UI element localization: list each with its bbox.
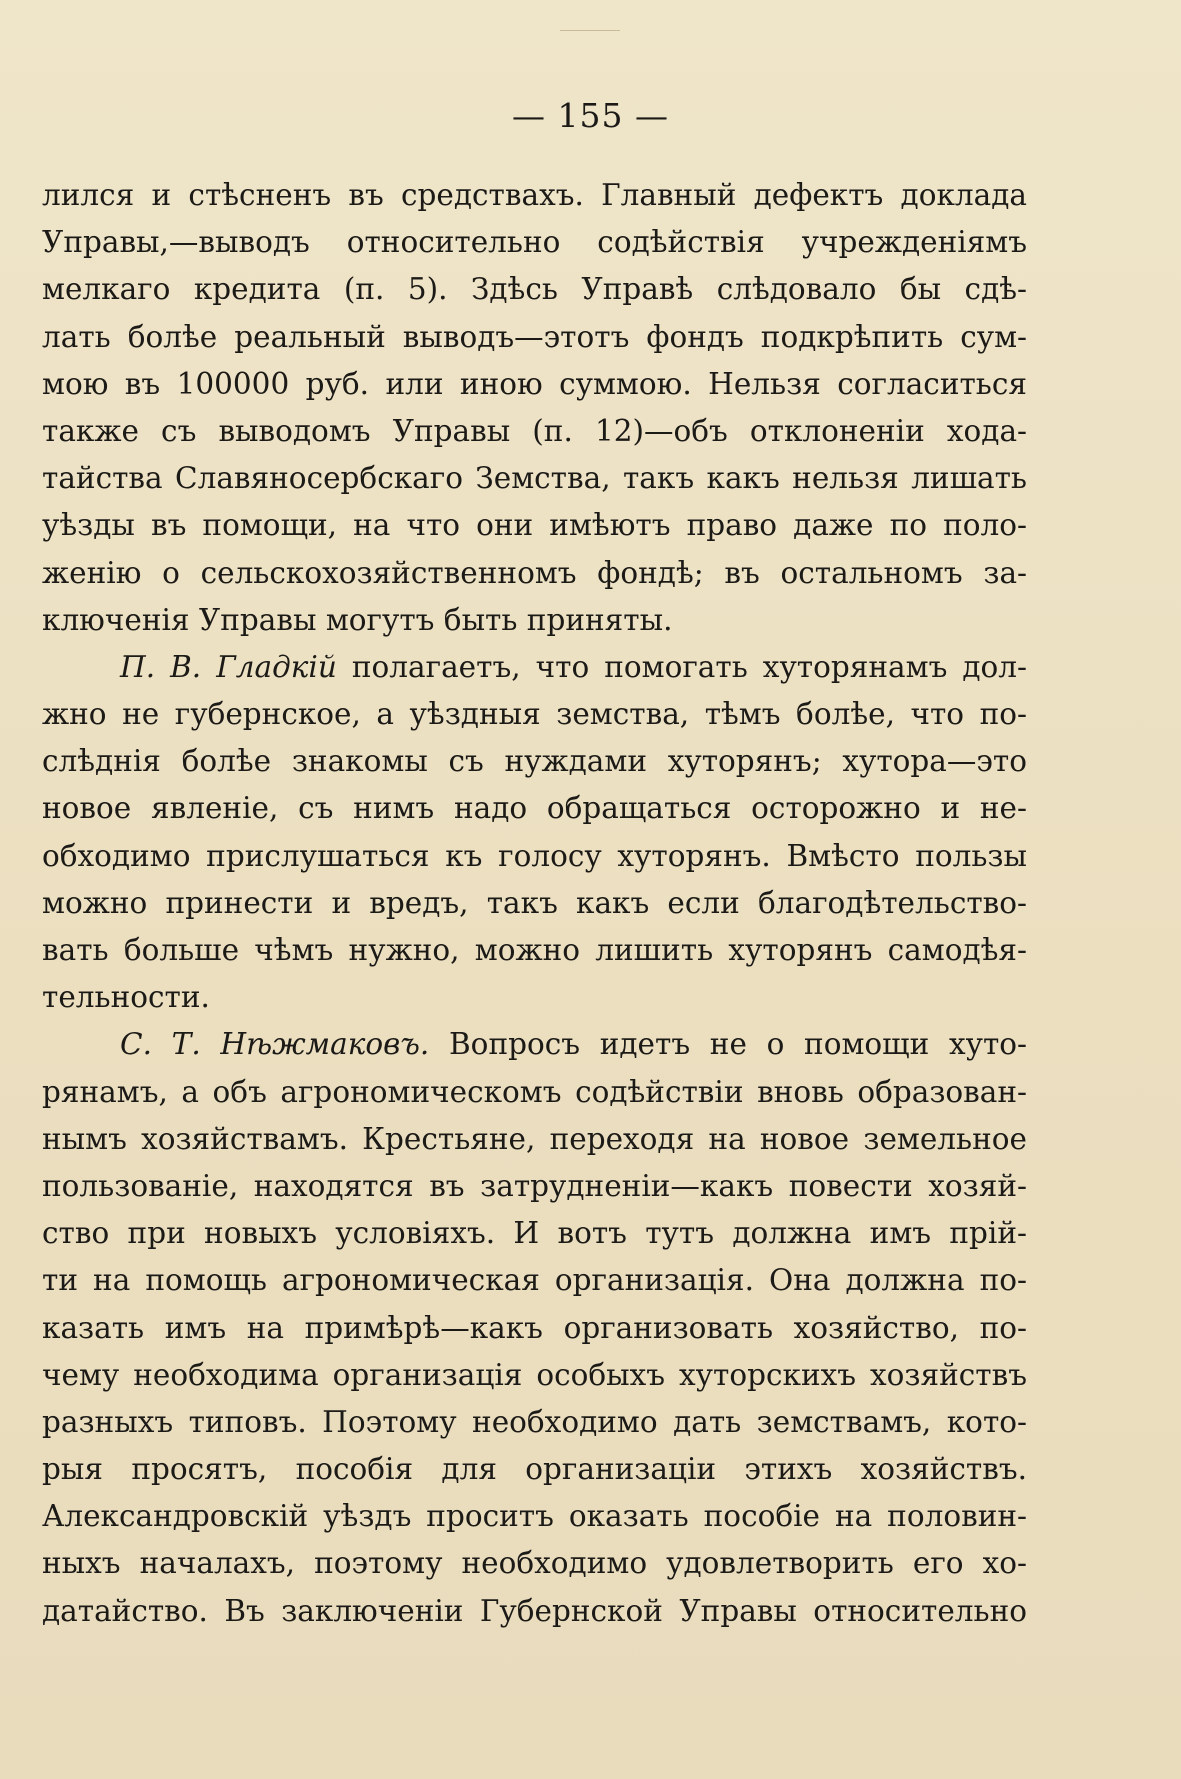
- text-line: П. В. Гладкій полагаетъ, что помогать хуторянамъ дол-: [120, 649, 1027, 684]
- text-line: нымъ хозяйствамъ. Крестьяне, переходя на новое земельное: [42, 1121, 1027, 1156]
- text-line: также съ выводомъ Управы (п. 12)—объ отклоненіи хода-: [42, 413, 1027, 448]
- text-line: лился и стѣсненъ въ средствахъ. Главный дефектъ доклада: [42, 178, 1027, 212]
- text-line: обходимо прислушаться къ голосу хуторянъ. Вмѣсто пользы: [42, 838, 1027, 873]
- text-line: новое явленіе, съ нимъ надо обращаться осторожно и не-: [42, 791, 1027, 826]
- text-line: ключенія Управы могутъ быть приняты.: [42, 602, 673, 637]
- page-number: — 155 —: [512, 96, 669, 135]
- text-line: жно не губернское, а уѣздныя земства, тѣмъ болѣе, что по-: [42, 697, 1027, 732]
- text-line: мелкаго кредита (п. 5). Здѣсь Управѣ слѣдовало бы сдѣ-: [42, 272, 1027, 307]
- text-line: датайство. Въ заключеніи Губернской Управы относительно: [42, 1593, 1027, 1628]
- text-line: рянамъ, а объ агрономическомъ содѣйствіи вновь образован-: [42, 1074, 1027, 1109]
- page-edge-mark: [560, 30, 620, 31]
- text-line: ныхъ началахъ, поэтому необходимо удовлетворить его хо-: [42, 1546, 1027, 1581]
- text-line: казать имъ на примѣрѣ—какъ организовать хозяйство, по-: [42, 1310, 1027, 1345]
- body-text: [42, 172, 1027, 1635]
- text-line: ство при новыхъ условіяхъ. И вотъ тутъ должна имъ прій-: [42, 1216, 1027, 1251]
- text-line: вать больше чѣмъ нужно, можно лишить хуторянъ самодѣя-: [42, 933, 1027, 967]
- text-line: можно принести и вредъ, такъ какъ если благодѣтельство-: [42, 885, 1027, 920]
- text-line: женію о сельскохозяйственномъ фондѣ; въ остальномъ за-: [42, 555, 1027, 590]
- text-line: пользованіе, находятся въ затрудненіи—какъ повести хозяй-: [42, 1168, 1027, 1203]
- text-line: мою въ 100000 руб. или иною суммою. Нельзя согласиться: [42, 366, 1027, 401]
- text-line: чему необходима организація особыхъ хуторскихъ хозяйствъ: [42, 1357, 1027, 1392]
- text-line: ти на помощь агрономическая организація. Она должна по-: [42, 1263, 1027, 1298]
- speaker-name: П. В. Гладкій: [120, 649, 337, 684]
- text-line: слѣднія болѣе знакомы съ нуждами хуторянъ; хутора—это: [42, 744, 1027, 779]
- text-line: уѣзды въ помощи, на что они имѣютъ право даже по поло-: [42, 508, 1027, 543]
- text-line: рыя просятъ, пособія для организаціи этихъ хозяйствъ.: [42, 1452, 1027, 1487]
- text-line: лать болѣе реальный выводъ—этотъ фондъ подкрѣпить сум-: [42, 319, 1027, 354]
- text-line: С. Т. Нѣжмаковъ. Вопросъ идетъ не о помощи хуто-: [120, 1027, 1027, 1062]
- text-line: разныхъ типовъ. Поэтому необходимо дать земствамъ, кото-: [42, 1404, 1027, 1439]
- text-line: тайства Славяносербскаго Земства, такъ какъ нельзя лишать: [42, 461, 1027, 496]
- speaker-name: С. Т. Нѣжмаковъ.: [120, 1027, 430, 1062]
- text-line: Александровскій уѣздъ проситъ оказать пособіе на половин-: [42, 1499, 1027, 1534]
- text-line: Управы,—выводъ относительно содѣйствія учрежденіямъ: [42, 225, 1027, 260]
- text-line: тельности.: [42, 980, 210, 1015]
